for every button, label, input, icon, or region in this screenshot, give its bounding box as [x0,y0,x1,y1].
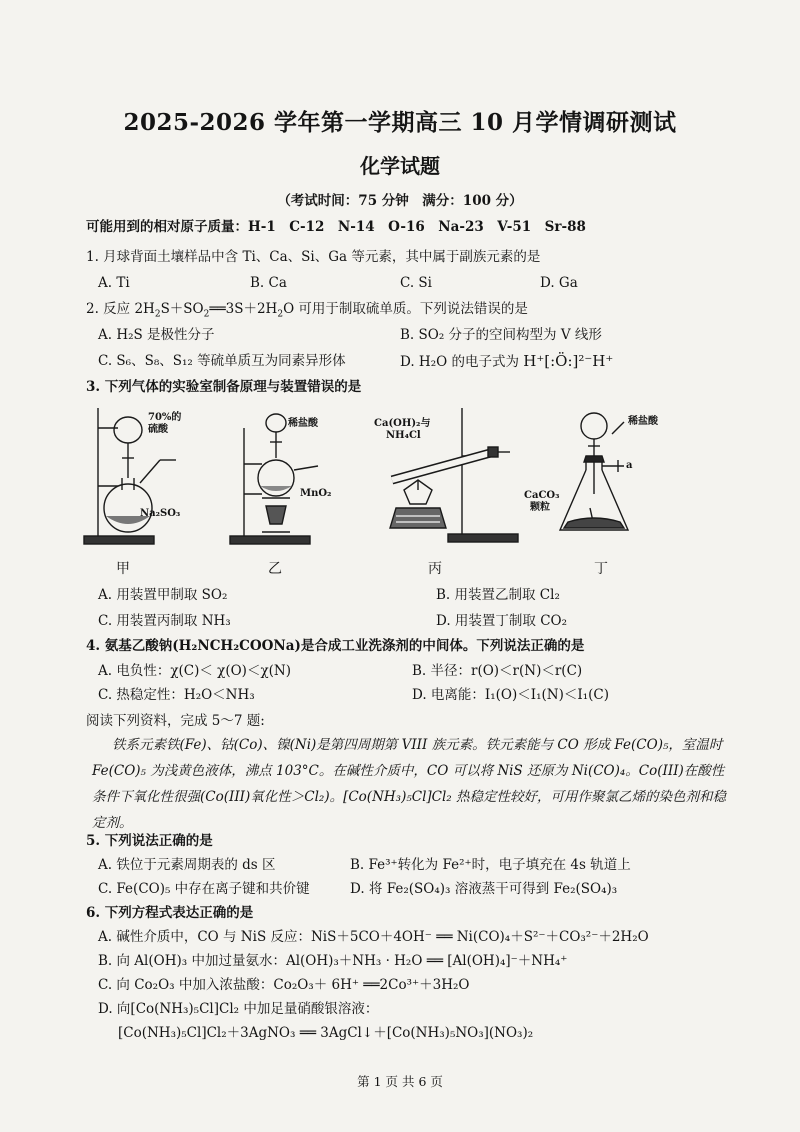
apparatus-yi [230,414,318,544]
q2-stem-mid: S＋SO [160,301,204,317]
q6-option-a: A. 碱性介质中，CO 与 NiS 反应：NiS＋5CO＋4OH⁻ ══ Ni(CO)₄＋S²⁻＋CO₃²⁻＋2H₂O [98,929,649,945]
apparatus-ding [560,413,628,530]
reading-intro: 阅读下列资料，完成 5～7 题: [86,713,265,729]
jia-acid-label-2: 硫酸 [148,424,168,435]
exam-title: 2025-2026 学年第一学期高三 10 月学情调研测试 [123,109,677,136]
q5-stem: 5. 下列说法正确的是 [86,833,213,849]
q5-option-d: D. 将 Fe₂(SO₄)₃ 溶液蒸干可得到 Fe₂(SO₄)₃ [350,881,618,897]
q3-option-c: C. 用装置丙制取 NH₃ [98,613,231,629]
page-footer: 第 1 页 共 6 页 [357,1074,443,1089]
q6-option-b: B. 向 Al(OH)₃ 中加过量氨水：Al(OH)₃＋NH₃ · H₂O ══ [Al(OH)₄]⁻＋NH₄⁺ [98,953,568,969]
q2-option-d [400,352,613,371]
q4-option-b: B. 半径：r(O)＜r(N)＜r(C) [412,663,583,679]
q1-option-a: A. Ti [98,275,130,291]
q2-option-c: C. S₆、S₈、S₁₂ 等硫单质互为同素异形体 [98,353,346,369]
q3-option-d: D. 用装置丁制取 CO₂ [436,613,568,629]
q6-stem: 6. 下列方程式表达正确的是 [86,905,254,921]
q4-option-d: D. 电离能：I₁(O)＜I₁(N)＜I₁(C) [412,687,609,703]
q2-option-b: B. SO₂ 分子的空间构型为 V 线形 [400,327,602,343]
q5-option-c: C. Fe(CO)₅ 中存在离子键和共价键 [98,881,310,897]
caption-ding: 丁 [594,561,608,577]
q5-option-a: A. 铁位于元素周期表的 ds 区 [98,857,276,873]
q4-stem: 4. 氨基乙酸钠(H₂NCH₂COONa)是合成工业洗涤剂的中间体。下列说法正确的是 [86,638,585,654]
atomic-masses: 可能用到的相对原子质量：H-1 C-12 N-14 O-16 Na-23 V-51 Sr-88 [86,219,586,235]
q2-stem-eq: ══3S＋2H [209,301,278,317]
caption-jia: 甲 [116,561,130,577]
q5-option-b: B. Fe³⁺转化为 Fe²⁺时，电子填充在 4s 轨道上 [350,857,631,873]
q3-option-a: A. 用装置甲制取 SO₂ [98,587,228,603]
q2-stem-post: O 可用于制取硫单质。下列说法错误的是 [283,301,528,317]
q2-stem-pre: 2. 反应 2H [86,301,155,317]
ding-solid-label-2: 颗粒 [530,502,550,513]
jia-acid-label: 70%的 [148,412,182,423]
q6-option-d-equation: [Co(NH₃)₅Cl]Cl₂＋3AgNO₃ ══ 3AgCl↓＋[Co(NH₃)₅NO₃](NO₃)₂ [118,1025,534,1041]
q1-option-c: C. Si [400,275,432,291]
subject-title: 化学试题 [360,154,440,178]
q2-option-a: A. H₂S 是极性分子 [98,327,215,343]
ding-acid-label: 稀盐酸 [628,416,658,427]
reading-passage: 铁系元素铁(Fe)、钴(Co)、镍(Ni)是第四周期第 VIII 族元素。铁元素能与 CO 形成 Fe(CO)₅，室温时 Fe(CO)₅ 为浅黄色液体，沸点 103°C。在碱性介质中，CO 可以将 NiS 还原为 Ni(CO)₄。Co(III)在酸性条件下氧化性很强(Co(III)氧化性＞Cl₂)。[Co(NH₃)₅Cl]Cl₂ 热稳定性较好，可用作聚氯乙烯的染色剂和稳定剂。 [92,737,727,831]
exam-info: （考试时间：75 分钟 满分：100 分） [277,193,523,209]
q4-option-a: A. 电负性：χ(C)＜ χ(O)＜χ(N) [98,663,291,679]
q1-stem: 1. 月球背面土壤样品中含 Ti、Ca、Si、Ga 等元素，其中属于副族元素的是 [86,249,541,265]
caption-yi: 乙 [268,561,282,577]
yi-solid-label: MnO₂ [300,488,332,499]
ding-port-label: a [626,460,633,471]
jia-salt-label: Na₂SO₃ [140,508,181,519]
bing-reagent-label: Ca(OH)₂与 [374,418,431,429]
q6-option-d: D. 向[Co(NH₃)₅Cl]Cl₂ 中加足量硝酸银溶液： [98,1001,379,1017]
yi-acid-label: 稀盐酸 [288,418,318,429]
caption-bing: 丙 [428,561,442,577]
q3-stem: 3. 下列气体的实验室制备原理与装置错误的是 [86,379,362,395]
q2-option-d-text: D. H₂O 的电子式为 [400,354,519,370]
ding-solid-label: CaCO₃ [524,490,560,501]
water-electron-formula: H⁺[:Ö:]²⁻H⁺ [523,352,614,370]
q1-option-d: D. Ga [540,275,578,291]
q2-stem: 2. 反应 $2H_2S+SO_2══3S+2H_2O$ 可用于制取硫单质。下列说法错误的是 [86,301,528,320]
q1-option-b: B. Ca [250,275,287,291]
q3-option-b: B. 用装置乙制取 Cl₂ [436,587,560,603]
q6-option-c: C. 向 Co₂O₃ 中加入浓盐酸：Co₂O₃＋ 6H⁺ ══2Co³⁺＋3H₂O [98,977,470,993]
q4-option-c: C. 热稳定性：H₂O＜NH₃ [98,687,255,703]
bing-reagent-label-2: NH₄Cl [386,430,421,441]
